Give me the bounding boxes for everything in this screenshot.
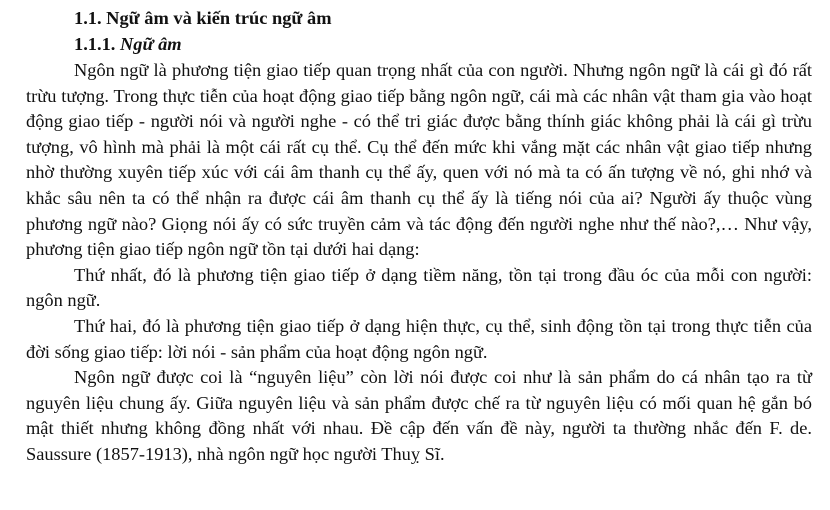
paragraph-first-form: Thứ nhất, đó là phương tiện giao tiếp ở dạng tiềm năng, tồn tại trong đầu óc của mỗi con người: ngôn ngữ. <box>26 264 812 311</box>
subsection-title: Ngữ âm <box>120 34 182 54</box>
paragraph-intro: Ngôn ngữ là phương tiện giao tiếp quan trọng nhất của con người. Nhưng ngôn ngữ là cái gì đó rất trừu tượng. Trong thực tiễn của hoạt động giao tiếp bằng ngôn ngữ, cái mà các nhân vật tham gia vào hoạt động giao tiếp - người nói và người nghe - có thể tri giác được bằng thính giác không phải là cái gì trừu tượng, vô hình mà phải là một cái rất cụ thể. Cụ thể đến mức khi vắng mặt các nhân vật giao tiếp nhưng nhờ thường xuyên tiếp xúc với cái âm thanh cụ thể ấy, quen với nó mà ta có ấn tượng về nó, ghi nhớ và khắc sâu nên ta có thể nhận ra được cái âm thanh cụ thể ấy là tiếng nói của ai? Người ấy thuộc vùng phương ngữ nào? Giọng nói ấy có sức truyền cảm và tác động đến người nghe như thế nào?,… Như vậy, phương tiện giao tiếp ngôn ngữ tồn tại dưới hai dạng: <box>26 60 812 260</box>
section-heading: 1.1. Ngữ âm và kiến trúc ngữ âm <box>74 8 332 28</box>
paragraph-second-form: Thứ hai, đó là phương tiện giao tiếp ở dạng hiện thực, cụ thể, sinh động tồn tại trong thực tiễn của đời sống giao tiếp: lời nói - sản phẩm của hoạt động ngôn ngữ. <box>26 315 812 362</box>
subsection-number: 1.1.1. <box>74 34 116 54</box>
paragraph-saussure: Ngôn ngữ được coi là “nguyên liệu” còn lời nói được coi như là sản phẩm do cá nhân tạo ra từ nguyên liệu chung ấy. Giữa nguyên liệu và sản phẩm được chế ra từ nguyên liệu có mối quan hệ gắn bó mật thiết nhưng không đồng nhất với nhau. Đề cập đến vấn đề này, người ta thường nhắc đến F. de. Saussure (1857-1913), nhà ngôn ngữ học người Thuỵ Sĩ. <box>26 367 812 464</box>
subsection-heading <box>26 32 812 58</box>
